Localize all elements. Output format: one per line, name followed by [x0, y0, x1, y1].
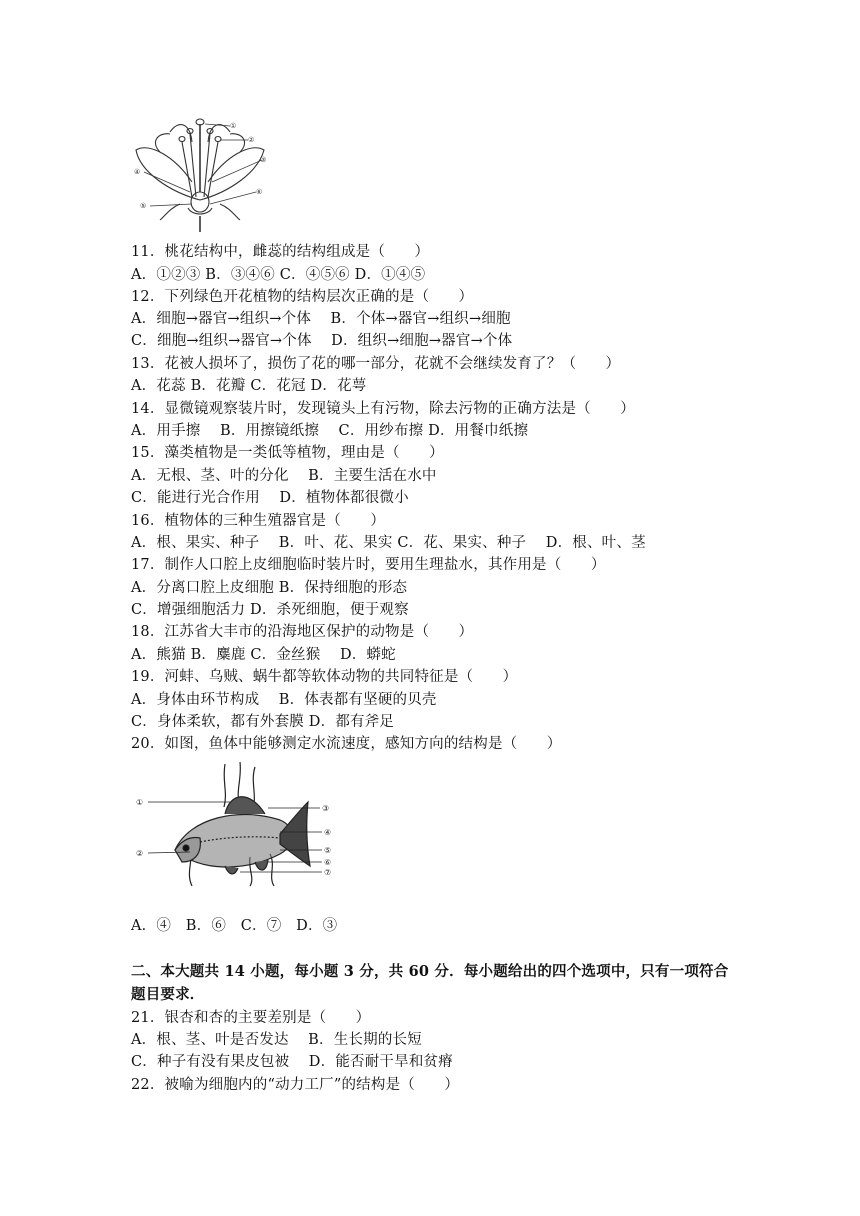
svg-text:⑦: ⑦	[324, 868, 332, 877]
svg-text:④: ④	[134, 168, 141, 176]
question-11-options: A．①②③ B．③④⑥ C．④⑤⑥ D．①④⑤	[131, 267, 426, 283]
section-2-heading-line1: 二、本大题共 14 小题，每小题 3 分，共 60 分．每小题给出的四个选项中，只有一项符合	[131, 963, 729, 980]
svg-text:④: ④	[324, 828, 332, 837]
svg-text:②: ②	[136, 849, 144, 858]
question-21-options-row1: A．根、茎、叶是否发达 B．生长期的长短	[131, 1032, 422, 1048]
svg-text:③: ③	[322, 804, 330, 813]
question-15-stem: 15．藻类植物是一类低等植物，理由是（ ）	[131, 445, 444, 461]
svg-text:⑤: ⑤	[324, 846, 332, 855]
svg-text:③: ③	[260, 156, 267, 164]
question-16-options: A．根、果实、种子 B．叶、花、果实 C．花、果实、种子 D．根、叶、茎	[131, 535, 646, 551]
question-18-options: A．熊猫 B．麋鹿 C．金丝猴 D．蟒蛇	[131, 647, 396, 663]
fish-structure-figure	[130, 762, 340, 887]
question-14-options: A．用手擦 B．用擦镜纸擦 C．用纱布擦 D．用餐巾纸擦	[131, 423, 529, 439]
question-17-stem: 17．制作人口腔上皮细胞临时装片时，要用生理盐水，其作用是（ ）	[131, 557, 606, 573]
question-15-options-row1: A．无根、茎、叶的分化 B．主要生活在水中	[131, 468, 437, 484]
question-11-stem: 11．桃花结构中，雌蕊的结构组成是（ ）	[131, 244, 430, 260]
svg-text:⑤: ⑤	[140, 202, 147, 210]
question-12-options-row2: C．细胞→组织→器官→个体 D．组织→细胞→器官→个体	[131, 333, 513, 349]
peach-flower-structure-figure	[130, 112, 270, 232]
svg-text:⑥: ⑥	[256, 188, 263, 196]
question-13-options: A．花蕊 B．花瓣 C．花冠 D．花萼	[131, 378, 367, 394]
question-19-stem: 19．河蚌、乌贼、蜗牛都等软体动物的共同特征是（ ）	[131, 669, 518, 685]
svg-text:①: ①	[136, 798, 144, 807]
question-20-stem: 20．如图，鱼体中能够测定水流速度，感知方向的结构是（ ）	[131, 736, 562, 752]
svg-text:⑥: ⑥	[324, 858, 332, 867]
question-15-options-row2: C．能进行光合作用 D．植物体都很微小	[131, 490, 409, 506]
question-13-stem: 13．花被人损坏了，损伤了花的哪一部分，花就不会继续发育了？（ ）	[131, 356, 621, 372]
question-21-options-row2: C．种子有没有果皮包被 D．能否耐干旱和贫瘠	[131, 1054, 453, 1070]
svg-text:②: ②	[248, 136, 255, 144]
question-17-options-row1: A．分离口腔上皮细胞 B．保持细胞的形态	[131, 580, 408, 596]
question-14-stem: 14．显微镜观察装片时，发现镜头上有污物，除去污物的正确方法是（ ）	[131, 401, 635, 417]
question-22-stem: 22．被喻为细胞内的“动力工厂”的结构是（ ）	[131, 1077, 460, 1093]
question-12-options-row1: A．细胞→器官→组织→个体 B．个体→器官→组织→细胞	[131, 311, 511, 327]
question-21-stem: 21．银杏和杏的主要差别是（ ）	[131, 1010, 371, 1026]
question-19-options-row2: C．身体柔软，都有外套膜 D．都有斧足	[131, 714, 395, 730]
question-19-options-row1: A．身体由环节构成 B．体表都有坚硬的贝壳	[131, 692, 437, 708]
svg-text:①: ①	[230, 122, 237, 130]
question-17-options-row2: C．增强细胞活力 D．杀死细胞，便于观察	[131, 602, 409, 618]
question-18-stem: 18．江苏省大丰市的沿海地区保护的动物是（ ）	[131, 624, 474, 640]
question-16-stem: 16．植物体的三种生殖器官是（ ）	[131, 513, 386, 529]
question-12-stem: 12．下列绿色开花植物的结构层次正确的是（ ）	[131, 289, 474, 305]
section-2-heading-line2: 题目要求．	[131, 986, 205, 1003]
question-20-options: A．④ B．⑥ C．⑦ D．③	[131, 918, 338, 934]
